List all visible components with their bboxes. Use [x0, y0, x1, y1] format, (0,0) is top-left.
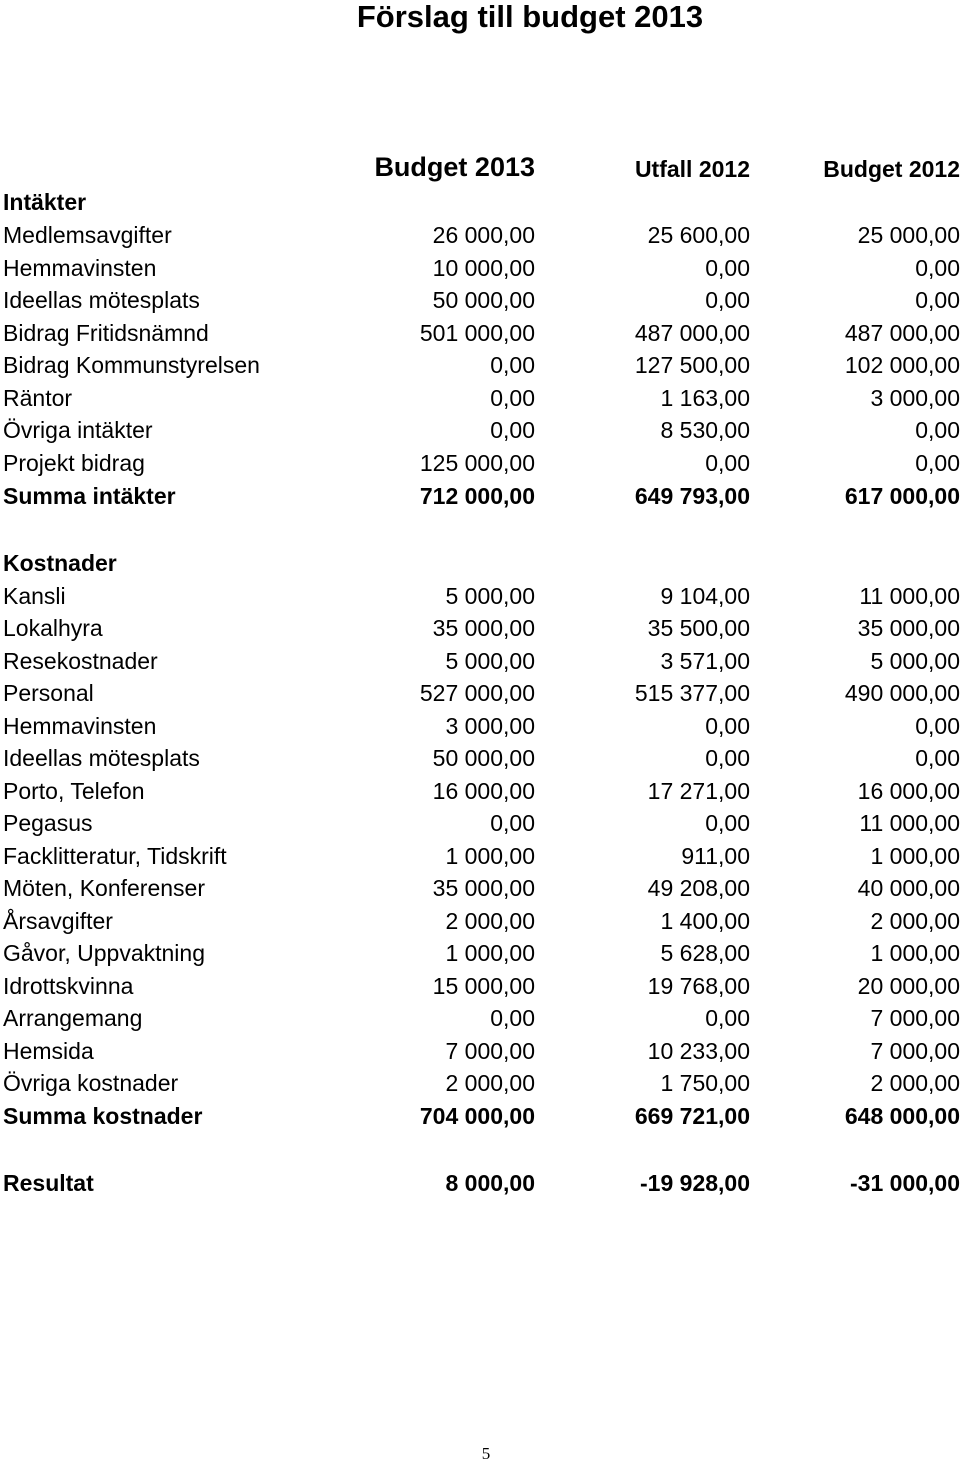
- budget-2012-value: 11 000,00: [859, 583, 960, 609]
- costs-heading: Kostnader: [3, 550, 117, 576]
- budget-2013-value: 5 000,00: [445, 648, 535, 674]
- budget-2012-value: 487 000,00: [844, 320, 960, 346]
- budget-2013-value: 3 000,00: [445, 713, 535, 739]
- table-row: [0, 807, 960, 839]
- utfall-2012-value: 19 768,00: [647, 973, 750, 999]
- income-heading: Intäkter: [3, 189, 87, 215]
- budget-2013-value: 501 000,00: [419, 320, 535, 346]
- row-label: Idrottskvinna: [3, 973, 134, 999]
- income-total-row: [0, 480, 960, 512]
- table-row: [0, 840, 960, 872]
- table-row: [0, 252, 960, 284]
- utfall-2012-value: 1 400,00: [660, 908, 750, 934]
- budget-2013-value: 0,00: [490, 417, 535, 443]
- budget-2013-value: 0,00: [490, 810, 535, 836]
- row-label: Hemmavinsten: [3, 255, 157, 281]
- table-row: [0, 1035, 960, 1067]
- budget-2012-value: 7 000,00: [870, 1038, 960, 1064]
- column-header-budget-2013: Budget 2013: [374, 152, 535, 182]
- table-row: [0, 219, 960, 251]
- budget-2013-value: 712 000,00: [419, 483, 535, 509]
- budget-2013-value: 26 000,00: [432, 222, 535, 248]
- table-row: [0, 349, 960, 381]
- budget-2013-value: 2 000,00: [445, 1070, 535, 1096]
- row-label: Ideellas mötesplats: [3, 287, 200, 313]
- utfall-2012-value: 649 793,00: [634, 483, 750, 509]
- utfall-2012-value: 10 233,00: [647, 1038, 750, 1064]
- row-label: Gåvor, Uppvaktning: [3, 940, 206, 966]
- budget-2012-value: 490 000,00: [844, 680, 960, 706]
- row-label: Lokalhyra: [3, 615, 103, 641]
- row-label: Bidrag Kommunstyrelsen: [3, 352, 260, 378]
- row-label: Ideellas mötesplats: [3, 745, 200, 771]
- costs-heading-row: [0, 547, 960, 579]
- budget-2013-value: 15 000,00: [432, 973, 535, 999]
- budget-2012-value: 0,00: [915, 713, 960, 739]
- table-row: [0, 580, 960, 612]
- budget-2012-value: 0,00: [915, 745, 960, 771]
- row-label: Räntor: [3, 385, 73, 411]
- row-label: Övriga intäkter: [3, 417, 153, 443]
- utfall-2012-value: 669 721,00: [634, 1103, 750, 1129]
- row-label: Hemsida: [3, 1038, 94, 1064]
- budget-2013-value: 16 000,00: [432, 778, 535, 804]
- utfall-2012-value: 9 104,00: [660, 583, 750, 609]
- utfall-2012-value: 0,00: [705, 450, 750, 476]
- utfall-2012-value: 0,00: [705, 745, 750, 771]
- budget-2012-value: 0,00: [915, 417, 960, 443]
- utfall-2012-value: 8 530,00: [660, 417, 750, 443]
- row-label: Hemmavinsten: [3, 713, 157, 739]
- utfall-2012-value: 0,00: [705, 287, 750, 313]
- utfall-2012-value: 515 377,00: [634, 680, 750, 706]
- column-header-row: [0, 150, 960, 186]
- budget-2013-value: 8 000,00: [445, 1170, 535, 1196]
- utfall-2012-value: -19 928,00: [640, 1170, 750, 1196]
- table-row: [0, 284, 960, 316]
- utfall-2012-value: 3 571,00: [660, 648, 750, 674]
- budget-2012-value: 3 000,00: [870, 385, 960, 411]
- budget-2012-value: 40 000,00: [857, 875, 960, 901]
- budget-2013-value: 2 000,00: [445, 908, 535, 934]
- budget-2012-value: 0,00: [915, 287, 960, 313]
- utfall-2012-value: 911,00: [681, 843, 750, 869]
- table-row: [0, 645, 960, 677]
- row-label: Projekt bidrag: [3, 450, 145, 476]
- budget-2013-value: 704 000,00: [419, 1103, 535, 1129]
- utfall-2012-value: 1 750,00: [660, 1070, 750, 1096]
- utfall-2012-value: 5 628,00: [660, 940, 750, 966]
- budget-2012-value: 35 000,00: [857, 615, 960, 641]
- row-label: Personal: [3, 680, 94, 706]
- table-row: [0, 317, 960, 349]
- budget-2013-value: 0,00: [490, 1005, 535, 1031]
- budget-2012-value: 20 000,00: [857, 973, 960, 999]
- table-row: [0, 447, 960, 479]
- row-label: Bidrag Fritidsnämnd: [3, 320, 209, 346]
- budget-2013-value: 50 000,00: [432, 745, 535, 771]
- utfall-2012-value: 127 500,00: [634, 352, 750, 378]
- budget-2013-value: 0,00: [490, 385, 535, 411]
- budget-2013-value: 10 000,00: [432, 255, 535, 281]
- budget-2012-value: 16 000,00: [857, 778, 960, 804]
- budget-2013-value: 125 000,00: [419, 450, 535, 476]
- utfall-2012-value: 0,00: [705, 255, 750, 281]
- budget-2012-value: 2 000,00: [870, 908, 960, 934]
- utfall-2012-value: 25 600,00: [647, 222, 750, 248]
- row-label: Årsavgifter: [3, 908, 113, 934]
- budget-2013-value: 1 000,00: [445, 940, 535, 966]
- budget-2013-value: 5 000,00: [445, 583, 535, 609]
- column-header-utfall-2012: Utfall 2012: [634, 156, 750, 182]
- budget-2012-value: 7 000,00: [870, 1005, 960, 1031]
- row-label: Summa kostnader: [3, 1103, 203, 1129]
- row-label: Kansli: [3, 583, 66, 609]
- budget-2013-value: 7 000,00: [445, 1038, 535, 1064]
- budget-2013-value: 50 000,00: [432, 287, 535, 313]
- utfall-2012-value: 35 500,00: [647, 615, 750, 641]
- page-number: 5: [481, 1444, 491, 1463]
- budget-2012-value: 648 000,00: [844, 1103, 960, 1129]
- table-row: [0, 414, 960, 446]
- utfall-2012-value: 49 208,00: [647, 875, 750, 901]
- utfall-2012-value: 17 271,00: [647, 778, 750, 804]
- row-label: Medlemsavgifter: [3, 222, 172, 248]
- row-label: Resekostnader: [3, 648, 158, 674]
- utfall-2012-value: 487 000,00: [634, 320, 750, 346]
- table-row: [0, 970, 960, 1002]
- budget-2012-value: 2 000,00: [870, 1070, 960, 1096]
- row-label: Övriga kostnader: [3, 1070, 179, 1096]
- budget-2012-value: 0,00: [915, 450, 960, 476]
- table-row: [0, 775, 960, 807]
- utfall-2012-value: 0,00: [705, 1005, 750, 1031]
- income-heading-row: [0, 186, 960, 218]
- row-label: Resultat: [3, 1170, 94, 1196]
- column-header-budget-2012: Budget 2012: [823, 156, 960, 182]
- row-label: Porto, Telefon: [3, 778, 145, 804]
- budget-2013-value: 1 000,00: [445, 843, 535, 869]
- page-title: Förslag till budget 2013: [356, 0, 704, 34]
- budget-2013-value: 0,00: [490, 352, 535, 378]
- costs-total-row: [0, 1100, 960, 1132]
- budget-2012-value: 1 000,00: [870, 843, 960, 869]
- budget-2012-value: 11 000,00: [859, 810, 960, 836]
- budget-2013-value: 527 000,00: [419, 680, 535, 706]
- table-row: [0, 872, 960, 904]
- row-label: Summa intäkter: [3, 483, 176, 509]
- table-row: [0, 677, 960, 709]
- table-row: [0, 742, 960, 774]
- budget-2013-value: 35 000,00: [432, 615, 535, 641]
- budget-2012-value: 1 000,00: [870, 940, 960, 966]
- table-row: [0, 710, 960, 742]
- row-label: Arrangemang: [3, 1005, 143, 1031]
- table-row: [0, 382, 960, 414]
- table-row: [0, 1067, 960, 1099]
- budget-2012-value: -31 000,00: [850, 1170, 960, 1196]
- table-row: [0, 905, 960, 937]
- budget-2012-value: 102 000,00: [844, 352, 960, 378]
- utfall-2012-value: 1 163,00: [660, 385, 750, 411]
- utfall-2012-value: 0,00: [705, 810, 750, 836]
- row-label: Möten, Konferenser: [3, 875, 206, 901]
- row-label: Pegasus: [3, 810, 93, 836]
- budget-2012-value: 25 000,00: [857, 222, 960, 248]
- budget-2012-value: 5 000,00: [870, 648, 960, 674]
- table-row: [0, 612, 960, 644]
- budget-2013-value: 35 000,00: [432, 875, 535, 901]
- budget-2012-value: 617 000,00: [844, 483, 960, 509]
- budget-2012-value: 0,00: [915, 255, 960, 281]
- row-label: Facklitteratur, Tidskrift: [3, 843, 227, 869]
- result-row: [0, 1167, 960, 1199]
- table-row: [0, 1002, 960, 1034]
- utfall-2012-value: 0,00: [705, 713, 750, 739]
- table-row: [0, 937, 960, 969]
